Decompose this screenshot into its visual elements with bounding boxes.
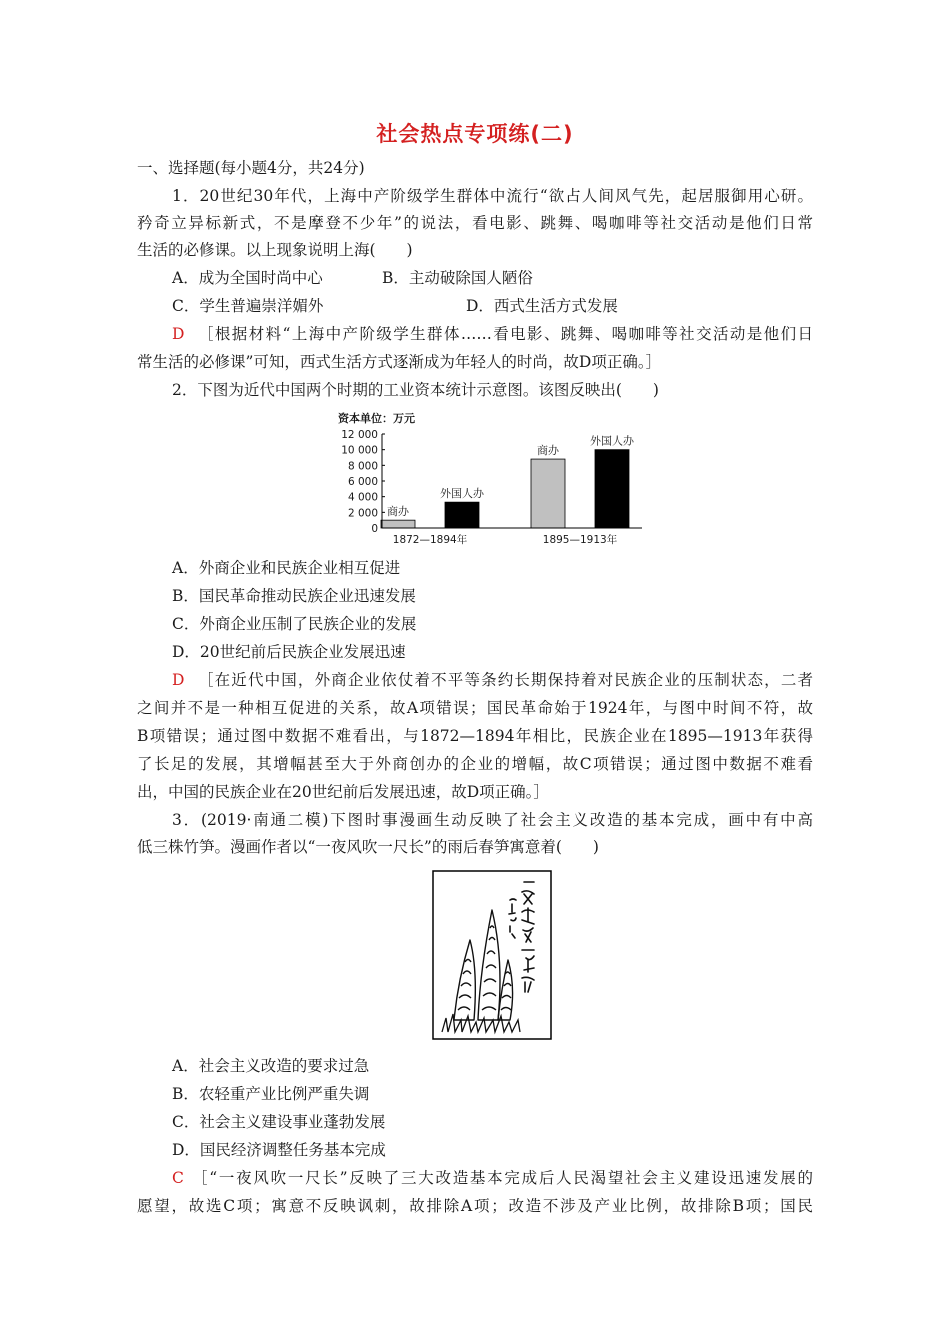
q1-option-d: D．西式生活方式发展 bbox=[466, 297, 618, 315]
bar-label: 外国人办 bbox=[590, 434, 634, 448]
q3-option-c: C．社会主义建设事业蓬勃发展 bbox=[172, 1113, 386, 1131]
bar-domestic-2 bbox=[531, 459, 565, 528]
q1-stem-line3: 生活的必修课。以上现象说明上海( ) bbox=[137, 241, 413, 259]
q1-explanation-line1: ［根据材料“上海中产阶级学生群体……看电影、跳舞、喝咖啡等社交活动是他们日 bbox=[198, 325, 813, 343]
q1-answer: D bbox=[172, 325, 185, 343]
q1-option-c: C．学生普遍崇洋媚外 bbox=[172, 297, 324, 315]
q2-explanation-line4: 了长足的发展，其增幅甚至大于外商创办的企业的增幅，故C项错误；通过图中数据不难看 bbox=[137, 755, 813, 773]
bar-label: 商办 bbox=[387, 505, 409, 519]
q2-explanation-line2: 之间并不是一种相互促进的关系，故A项错误；国民革命始于1924年，与图中时间不符，故 bbox=[137, 699, 813, 717]
q3-explanation-line1: ［“一夜风吹一尺长”反映了三大改造基本完成后人民渴望社会主义建设迅速发展的 bbox=[192, 1169, 813, 1187]
y-tick-label: 12 000 bbox=[341, 429, 378, 441]
chart-ylabel: 资本单位：万元 bbox=[338, 412, 415, 425]
y-axis-ticks bbox=[341, 429, 385, 535]
q1-option-b: B．主动破除国人陋俗 bbox=[382, 269, 533, 287]
bar-label: 外国人办 bbox=[440, 487, 484, 501]
y-tick-label: 6 000 bbox=[347, 476, 378, 488]
bar-foreign-2 bbox=[595, 450, 629, 528]
q2-explanation-line1: ［在近代中国，外商企业依仗着不平等条约长期保持着对民族企业的压制状态，二者 bbox=[198, 671, 813, 689]
q2-option-c: C．外商企业压制了民族企业的发展 bbox=[172, 615, 417, 633]
y-tick-label: 2 000 bbox=[347, 507, 378, 520]
capital-bar-chart bbox=[330, 402, 650, 550]
chart-bars bbox=[381, 434, 635, 528]
q3-option-b: B．农轻重产业比例严重失调 bbox=[172, 1085, 370, 1103]
section-heading: 一、选择题(每小题4分，共24分) bbox=[137, 159, 365, 177]
q2-option-d: D．20世纪前后民族企业发展迅速 bbox=[172, 643, 406, 661]
q2-answer: D bbox=[172, 671, 185, 689]
y-tick-label: 10 000 bbox=[341, 444, 378, 457]
q3-answer: C bbox=[172, 1169, 184, 1187]
y-tick-label: 4 000 bbox=[347, 491, 378, 504]
bar-foreign-1 bbox=[445, 502, 479, 528]
q3-stem-line1: 3．(2019·南通二模)下图时事漫画生动反映了社会主义改造的基本完成，画中有中高 bbox=[172, 811, 813, 829]
q1-stem-line1: 1．20世纪30年代，上海中产阶级学生群体中流行“欲占人间风气先，起居服御用心研。 bbox=[172, 187, 813, 205]
q2-explanation-line5: 出，中国的民族企业在20世纪前后发展迅速，故D项正确。］ bbox=[137, 783, 549, 801]
bamboo-shoots-cartoon bbox=[432, 870, 552, 1040]
q1-explanation-line2: 常生活的必修课”可知，西式生活方式逐渐成为年轻人的时尚，故D项正确。］ bbox=[137, 353, 662, 371]
q1-option-a: A．成为全国时尚中心 bbox=[172, 269, 323, 287]
y-tick-label: 8 000 bbox=[347, 460, 378, 473]
x-category-1: 1872—1894年 bbox=[392, 534, 468, 546]
y-tick-label: 0 bbox=[371, 523, 378, 535]
q3-stem-line2: 低三株竹笋。漫画作者以“一夜风吹一尺长”的雨后春笋寓意着( ) bbox=[137, 838, 599, 856]
x-category-2: 1895—1913年 bbox=[542, 534, 618, 546]
bar-domestic-1 bbox=[381, 520, 415, 528]
q1-stem-line2: 矜奇立异标新式，不是摩登不少年”的说法，看电影、跳舞、喝咖啡等社交活动是他们日常 bbox=[137, 214, 813, 232]
page-title: 社会热点专项练(二) bbox=[376, 122, 574, 146]
q3-option-a: A．社会主义改造的要求过急 bbox=[172, 1057, 370, 1075]
q3-option-d: D．国民经济调整任务基本完成 bbox=[172, 1141, 386, 1159]
q2-option-a: A．外商企业和民族企业相互促进 bbox=[172, 559, 401, 577]
q2-stem-line1: 2．下图为近代中国两个时期的工业资本统计示意图。该图反映出( ) bbox=[172, 381, 659, 399]
bar-label: 商办 bbox=[537, 444, 559, 458]
q2-explanation-line3: B项错误；通过图中数据不难看出，与1872—1894年相比，民族企业在1895—1913年获得 bbox=[137, 727, 813, 745]
q2-option-b: B．国民革命推动民族企业迅速发展 bbox=[172, 587, 416, 605]
q3-explanation-line2: 愿望，故选C项；寓意不反映讽刺，故排除A项；改造不涉及产业比例，故排除B项；国民 bbox=[137, 1197, 813, 1215]
